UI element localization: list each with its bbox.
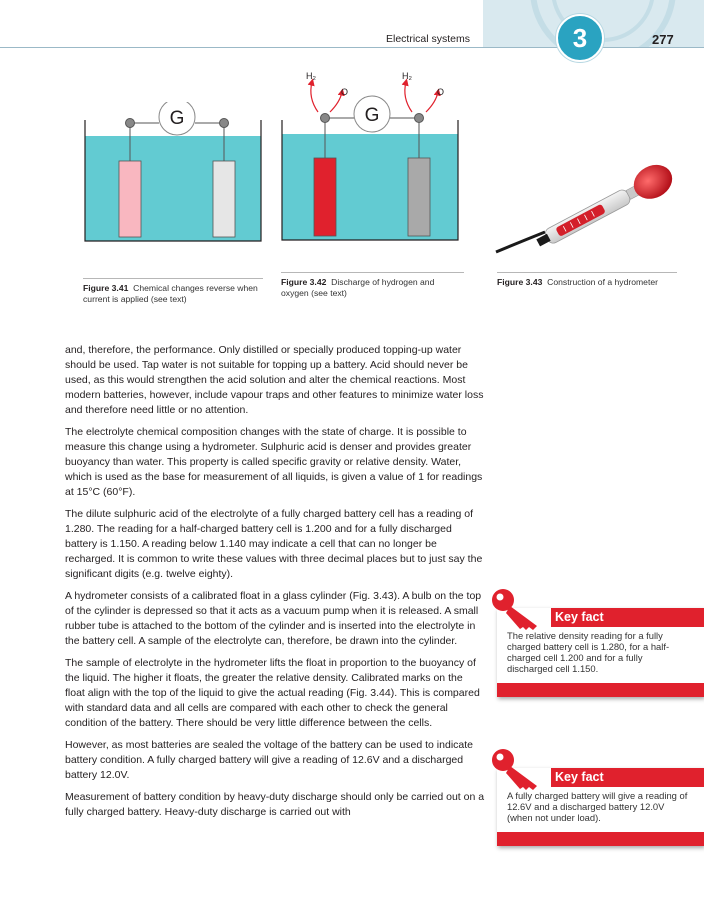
key-fact-title: Key fact (551, 768, 704, 787)
right-terminal (220, 119, 229, 128)
paragraph: However, as most batteries are sealed the voltage of the battery can be used to indicate battery condition. A fully charged battery will give a reading of 12.6V and a discharged battery 12.0V. (65, 739, 473, 781)
gas-label-h2-right: H₂ (402, 71, 412, 81)
left-terminal (126, 119, 135, 128)
caption-text: Chemical changes reverse when current is applied (see text) (83, 283, 258, 304)
electrolyte (282, 134, 458, 240)
caption-text: Discharge of hydrogen and oxygen (see text) (281, 277, 435, 298)
key-icon (489, 586, 549, 630)
chapter-number-badge: 3 (556, 14, 604, 62)
positive-plate (119, 161, 141, 237)
page-number: 277 (652, 32, 674, 47)
hydrogen-arrow-right (405, 82, 412, 112)
galvanometer-label: G (169, 108, 185, 129)
right-terminal (415, 114, 424, 123)
figure-3-42-caption (281, 272, 464, 299)
figure-3-43-hydrometer (490, 160, 680, 260)
rubber-tube (496, 232, 545, 252)
caption-label: Figure 3.41 (83, 283, 129, 293)
caption-label: Figure 3.43 (497, 277, 543, 287)
left-terminal (321, 114, 330, 123)
hydrogen-arrow-left (311, 82, 318, 112)
negative-plate (408, 158, 430, 236)
body-text (65, 343, 485, 827)
positive-plate (314, 158, 336, 236)
figure-3-43-caption (497, 272, 677, 288)
figure-3-41-diagram (83, 102, 265, 244)
section-title: Electrical systems (385, 33, 470, 45)
caption-label: Figure 3.42 (281, 277, 327, 287)
paragraph: The dilute sulphuric acid of the electrolyte of a fully charged battery cell has a reading of 1.280. The reading for a half-charged battery cell is 1.200 and for a fully discharged battery is 1.150. A reading below 1.140 may indicate a cell that can no longer be recharged. It is common to write these values with three decimal places but to just say the significant digits (e.g. twelve eighty). (65, 508, 483, 580)
figure-3-41-caption (83, 278, 263, 305)
paragraph: and, therefore, the performance. Only distilled or specially produced topping-up water should be used. Tap water is not suitable for topping up a battery. Acid should never be used, as this would strengthen the acid solution and alter the chemical reactions. Most modern batteries, however, include vapour traps and other features to minimize water loss and therefore need little or no attention. (65, 344, 484, 416)
key-fact-text: The relative density reading for a fully charged battery cell is 1.280, for a half-charged cell 1.200 and for a fully discharged cell 1.150. (507, 630, 670, 674)
negative-plate (213, 161, 235, 237)
galvanometer-label: G (364, 105, 380, 126)
caption-text: Construction of a hydrometer (547, 277, 658, 287)
figure-3-42-diagram (278, 68, 468, 243)
paragraph: The electrolyte chemical composition changes with the state of charge. It is possible to measure this change using a hydrometer. Sulphuric acid is denser and provides greater buoyancy than water. This property is called specific gravity or relative density. Water, which is used as the base for measurement of all liquids, is given a value of 1 for readings at 15°C (60°F). (65, 426, 483, 498)
gas-label-o-right: O (437, 87, 445, 97)
paragraph: Measurement of battery condition by heavy-duty discharge should only be carried out on a fully charged battery. Heavy-duty discharge is carried out with (65, 791, 485, 818)
rubber-bulb (628, 160, 678, 205)
gas-label-h2-left: H₂ (306, 71, 316, 81)
gas-label-o-left: O (341, 87, 349, 97)
key-fact-title: Key fact (551, 608, 704, 627)
paragraph: The sample of electrolyte in the hydrometer lifts the float in proportion to the buoyancy of the liquid. The higher it floats, the greater the relative density. Calibrated marks on the float align with the top of the liquid to give the actual reading (Fig. 3.44). This is compared with standard data and all cells are compared with each other to check the general condition of the battery. There should be very little difference between the cells. (65, 657, 480, 729)
key-icon (489, 746, 549, 790)
key-fact-text: A fully charged battery will give a reading of 12.6V and a discharged battery 12.0V (when not under load). (507, 790, 688, 823)
paragraph: A hydrometer consists of a calibrated float in a glass cylinder (Fig. 3.43). A bulb on the top of the cylinder is depressed so that it acts as a vacuum pump when it is released. A small rubber tube is attached to the bottom of the cylinder and is inserted into the electrolyte in the battery cell. A sample of the electrolyte can, therefore, be drawn into the cylinder. (65, 590, 482, 647)
